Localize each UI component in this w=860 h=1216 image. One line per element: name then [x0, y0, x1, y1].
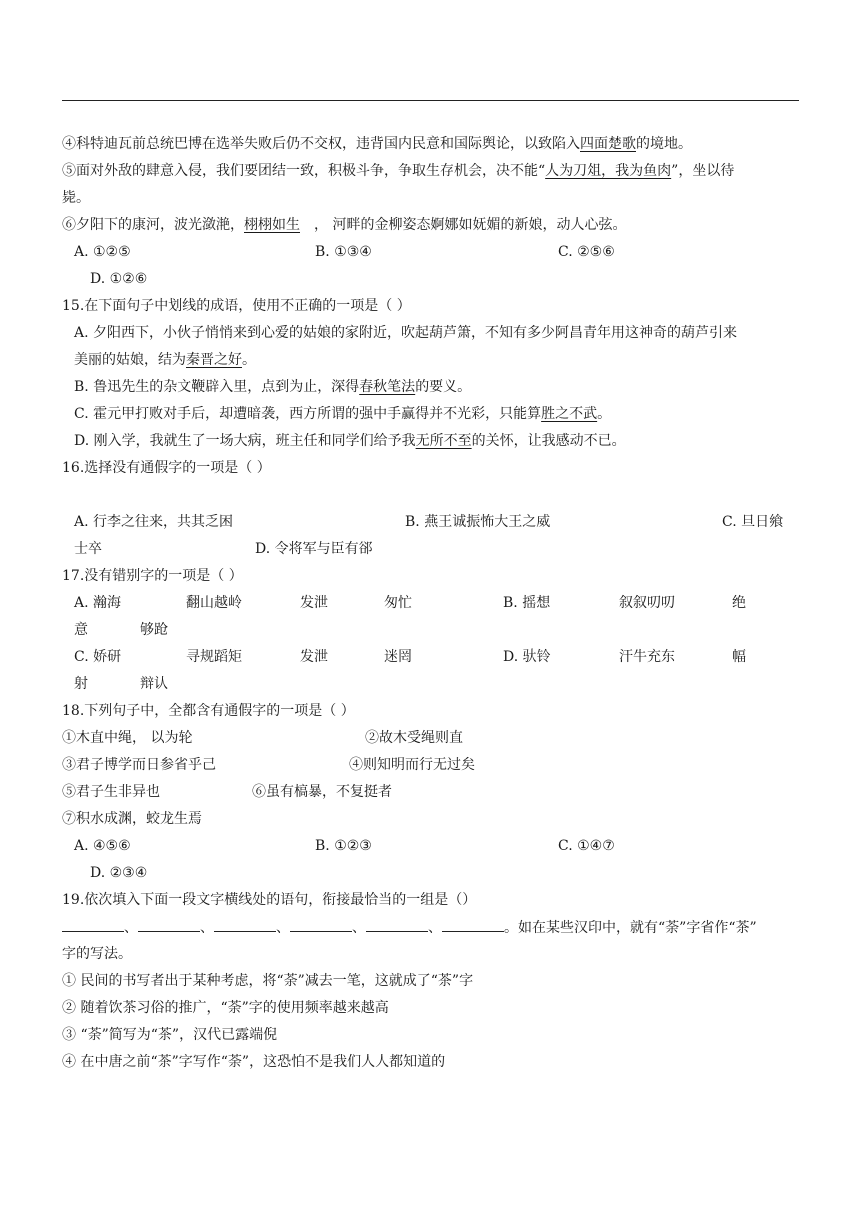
q14-item-4: ④科特迪瓦前总统巴博在选举失败后仍不交权，违背国内民意和国际舆论，以致陷入四面楚歌的境地。	[62, 136, 692, 152]
q17-word: 够跄	[140, 622, 168, 638]
q17-option-b[interactable]: B. 摇想	[503, 595, 551, 611]
q15-option-b[interactable]: B. 鲁迅先生的杂文鞭辟入里，点到为止，深得春秋笔法的要义。	[74, 379, 472, 395]
q19-sentence-1: ① 民间的书写者出于某种考虑，将“荼”减去一笔，这就成了“茶”字	[62, 973, 474, 989]
q18-sentence-1: ①木直中绳， 以为轮	[62, 730, 193, 746]
q18-stem: 18.下列句子中，全都含有通假字的一项是（ ）	[62, 703, 355, 719]
q17-word: 幅	[732, 649, 746, 665]
q14-option-b[interactable]: B. ①③④	[315, 244, 372, 260]
q15-option-d[interactable]: D. 刚入学，我就生了一场大病，班主任和同学们给予我无所不至的关怀，让我感动不已。	[74, 433, 626, 449]
q17-word: 辩认	[140, 676, 168, 692]
q14-option-c[interactable]: C. ②⑤⑥	[558, 244, 615, 260]
q17-word: 叙叙叨叨	[619, 595, 675, 611]
q15-option-a-cont: 美丽的姑娘，结为秦晋之好。	[74, 352, 256, 368]
q17-word: 翻山越岭	[186, 595, 242, 611]
underlined-idiom: 春秋笔法	[359, 379, 416, 395]
fill-blank[interactable]	[442, 917, 504, 932]
q19-blanks-line: 、 、 、 、 、 。如在某些汉印中，就有“荼”字省作“茶”	[62, 917, 757, 938]
q17-option-a[interactable]: A. 瀚海	[74, 595, 122, 611]
q17-word: 寻规蹈矩	[186, 649, 242, 665]
underlined-idiom: 秦晋之好	[186, 352, 242, 368]
underlined-idiom: 栩栩如生	[244, 217, 300, 233]
q17-word: 发泄	[300, 649, 328, 665]
q15-option-c[interactable]: C. 霍元甲打败对手后，却遭暗袭，西方所谓的强中手赢得并不光彩，只能算胜之不武。	[74, 406, 612, 422]
q18-sentence-6: ⑥虽有槁暴，不复挺者	[252, 784, 392, 800]
q14-item-6: ⑥夕阳下的康河，波光潋滟，栩栩如生 ， 河畔的金柳姿态婀娜如妩媚的新娘，动人心弦。	[62, 217, 627, 233]
q18-sentence-3: ③君子博学而日参省乎己	[62, 757, 216, 773]
q18-option-b[interactable]: B. ①②③	[315, 838, 372, 854]
fill-blank[interactable]	[366, 917, 428, 932]
q16-stem: 16.选择没有通假字的一项是（ ）	[62, 460, 271, 476]
q17-word: 射	[74, 676, 88, 692]
q18-sentence-4: ④则知明而行无过矣	[349, 757, 475, 773]
fill-blank[interactable]	[290, 917, 352, 932]
underlined-idiom: 胜之不武	[541, 406, 598, 422]
q19-sentence-4: ④ 在中唐之前“茶”字写作“荼”，这恐怕不是我们人人都知道的	[62, 1054, 446, 1070]
q14-item-5-cont: 毙。	[62, 190, 90, 206]
q16-option-b[interactable]: B. 燕王诚振怖大王之威	[405, 514, 551, 530]
q18-sentence-5: ⑤君子生非异也	[62, 784, 160, 800]
fill-blank[interactable]	[138, 917, 200, 932]
q18-sentence-2: ②故木受绳则直	[365, 730, 463, 746]
q17-stem: 17.没有错别字的一项是（ ）	[62, 568, 243, 584]
q17-option-c[interactable]: C. 娇研	[74, 649, 122, 665]
q17-option-d[interactable]: D. 驮铃	[503, 649, 551, 665]
q14-option-d[interactable]: D. ①②⑥	[90, 271, 148, 287]
q19-sentence-3: ③ “荼”简写为“茶”，汉代已露端倪	[62, 1027, 278, 1043]
q17-word: 发泄	[300, 595, 328, 611]
q18-option-d[interactable]: D. ②③④	[90, 865, 148, 881]
q16-option-c[interactable]: C. 旦日飨	[722, 514, 784, 530]
q17-word: 迷罔	[384, 649, 412, 665]
q17-word: 绝	[732, 595, 746, 611]
underlined-idiom: 四面楚歌	[580, 136, 636, 152]
fill-blank[interactable]	[62, 917, 124, 932]
q16-option-d[interactable]: D. 令将军与臣有郤	[255, 541, 373, 557]
q16-option-c-cont: 士卒	[74, 541, 102, 557]
q15-option-a[interactable]: A. 夕阳西下，小伙子悄悄来到心爱的姑娘的家附近，吹起葫芦箫，不知有多少阿昌青年用这神奇的葫芦引来	[74, 325, 738, 341]
fill-blank[interactable]	[214, 917, 276, 932]
q17-word: 汗牛充东	[619, 649, 675, 665]
q18-option-c[interactable]: C. ①④⑦	[558, 838, 615, 854]
q16-option-a[interactable]: A. 行李之往来，共其乏困	[74, 514, 234, 530]
q19-sentence-2: ② 随着饮茶习俗的推广，“荼”字的使用频率越来越高	[62, 1000, 389, 1016]
header-rule	[62, 100, 799, 101]
q19-stem: 19.依次填入下面一段文字横线处的语句，衔接最恰当的一组是（）	[62, 892, 477, 908]
underlined-idiom: 人为刀俎，我为鱼肉	[545, 163, 672, 179]
underlined-idiom: 无所不至	[415, 433, 472, 449]
q14-option-a[interactable]: A. ①②⑤	[74, 244, 131, 260]
q17-word: 匆忙	[384, 595, 412, 611]
q18-sentence-7: ⑦积水成渊，蛟龙生焉	[62, 811, 202, 827]
q15-stem: 15.在下面句子中划线的成语，使用不正确的一项是（ ）	[62, 298, 411, 314]
q19-stem-cont: 字的写法。	[62, 946, 132, 962]
q18-option-a[interactable]: A. ④⑤⑥	[74, 838, 131, 854]
q17-word: 意	[74, 622, 88, 638]
q14-item-5: ⑤面对外敌的肆意入侵，我们要团结一致，积极斗争，争取生存机会，决不能“人为刀俎，我为鱼肉”，坐以待	[62, 163, 735, 179]
